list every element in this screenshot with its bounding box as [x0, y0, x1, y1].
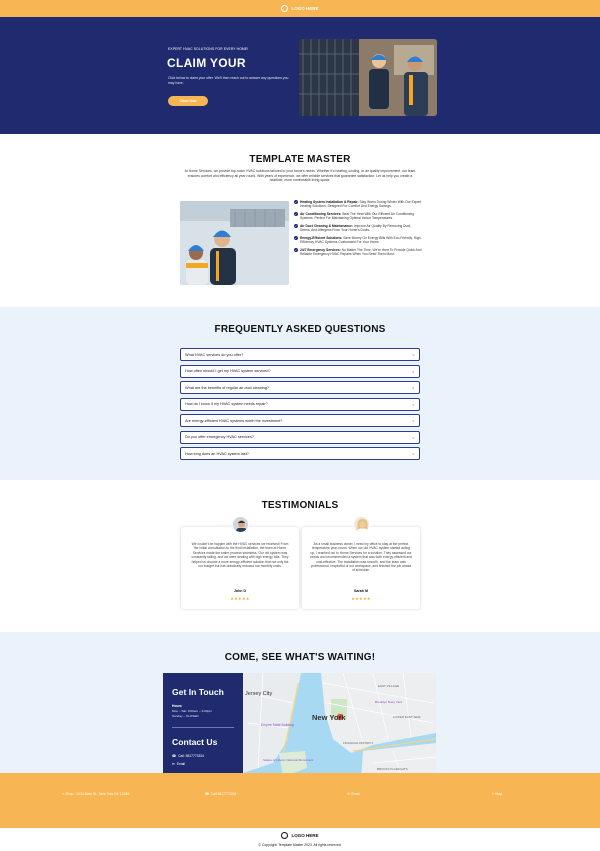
service-text: No Matter The Time, We're Here To Provide Quick And Reliable Emergency HVAC Repairs When You Need Them Most.: [300, 247, 422, 257]
footer-phone[interactable]: [205, 792, 236, 796]
map-label-jersey-city: Jersey City: [245, 691, 273, 697]
copyright-text: Copyright: Template Master 2023. All rights reserved.: [261, 843, 342, 847]
phone-icon: ☎: [172, 754, 177, 758]
faq-item[interactable]: [180, 381, 420, 394]
location-pin-icon: ⌖: [62, 792, 64, 796]
hero-section: [0, 17, 600, 134]
service-item: [294, 224, 422, 233]
faq-question: What HVAC services do you offer?: [185, 352, 244, 357]
contact-us-heading: Contact Us: [172, 737, 218, 747]
check-icon: ✓: [294, 200, 298, 205]
map-label-statue-of-liberty: Statue of Liberty National Monument: [263, 758, 314, 762]
check-icon: ✓: [294, 236, 298, 241]
service-name: Energy-Efficient Solutions:: [300, 235, 343, 240]
service-name: Air Conditioning Services:: [300, 211, 342, 216]
map-label-new-york: New York: [312, 713, 346, 722]
hours-sunday: Sunday – CLOSED: [172, 714, 199, 718]
check-icon: ✓: [294, 212, 298, 217]
intro-description: At Home Services, we provide top-notch HVAC solutions tailored to your home's needs. Whether it's heating, cooling, or air quality improvement, our team ensures comfort and efficiency all year round. With years of experience, we offer reliable services that guarantee satisfaction. Let us help you create a healthier, more comfortable living space.: [184, 169, 416, 183]
hero-eyebrow: EXPERT HVAC SOLUTIONS FOR EVERY HOME!: [168, 47, 249, 51]
service-text: Stay Warm During Winter With Our Expert Heating Solutions, Designed For Comfort And Energy Savings.: [300, 200, 422, 209]
hours-label: Hours: [172, 704, 182, 708]
get-in-touch-heading: Get In Touch: [172, 687, 224, 697]
phone-icon: ☎: [205, 792, 210, 796]
envelope-icon: ✉: [347, 792, 350, 796]
service-name: Heating System Installation & Repair:: [300, 200, 359, 204]
map-label-brooklyn-heights: BROOKLYN HEIGHTS: [377, 767, 408, 771]
testimonial-author: Sarah M: [354, 589, 368, 593]
faq-question: How often should I get my HVAC system serviced?: [185, 369, 271, 373]
contact-panel: [163, 673, 243, 780]
testimonial-card: [302, 527, 420, 609]
testimonial-text: As a small business owner, I need my office to stay at the perfect temperature year-round. When our old HVAC system started acting up, I reached out to Home Services for a solution. They assessed our needs and recommended a system that was both energy-efficient and cost-effective. The installation was smooth, and the team was professional, respectful of our workspace, and finished the job ahead of schedule.: [310, 542, 412, 573]
faq-item[interactable]: [180, 348, 420, 361]
service-item: [294, 200, 422, 209]
star-rating: ★★★★★: [351, 596, 371, 601]
footer-map-text: Map: [495, 792, 503, 796]
map-pin-icon: ⌖: [492, 792, 494, 796]
footer-logo-text: LOGO HERE: [291, 833, 319, 838]
map-label-empire-state: Empire State Building: [261, 723, 294, 727]
copyright-icon: ©: [258, 843, 261, 847]
footer-phone-text: Call 5817773334: [210, 792, 237, 796]
hours-weekdays: Mon – Sat: 9:00am – 6:00pm: [172, 709, 212, 713]
location-map[interactable]: [243, 673, 436, 780]
header-logo-text: LOGO HERE: [291, 6, 319, 11]
footer-bottom: [0, 828, 600, 851]
hero-description: Click below to claim your offer. We'll then reach out to answer any questions you may have.: [168, 76, 289, 85]
avatar: [232, 516, 249, 533]
check-icon: ✓: [294, 224, 298, 229]
star-rating: ★★★★★: [230, 596, 250, 601]
envelope-icon: ✉: [172, 762, 175, 766]
header-logo[interactable]: [281, 5, 318, 12]
faq-section: [0, 307, 600, 480]
copyright: [0, 843, 600, 847]
service-name: Air Duct Cleaning & Maintenance:: [300, 223, 353, 228]
hero-technician-photo: [299, 39, 437, 116]
map-label-east-village: EAST VILLAGE: [378, 684, 400, 688]
service-text: Beat The Heat With Our Efficient Air Conditioning Systems, Perfect For Maintaining Optimal Indoor Temperatures.: [300, 211, 415, 221]
check-icon: ✓: [294, 248, 298, 253]
testimonial-text: We couldn't be happier with the HVAC services we received! From the initial consultation to the final installation, the team at Home Services made the entire process seamless. Our old system was constantly failing, and we were dealing with high energy bills. They helped us choose a more energy-efficient solution that not only fits our budget but has drastically reduced our monthly costs.: [191, 542, 289, 569]
services-photo: [180, 201, 289, 285]
map-label-navy-yard: Brooklyn Navy Yard: [375, 700, 403, 704]
faq-item[interactable]: [180, 414, 420, 427]
testimonial-author: John D: [233, 589, 247, 593]
footer-email[interactable]: [347, 792, 360, 796]
chevron-down-icon: ⌄: [411, 368, 415, 374]
call-label: Call: 5817773334: [178, 754, 204, 758]
footer-map[interactable]: [492, 792, 502, 796]
faq-item[interactable]: [180, 431, 420, 444]
avatar: [353, 516, 370, 533]
faq-question: Do you offer emergency HVAC services?: [185, 435, 254, 439]
footer-logo[interactable]: [0, 832, 600, 839]
service-item: [294, 248, 422, 257]
faq-item[interactable]: [180, 447, 420, 460]
service-name: 24/7 Emergency Services:: [300, 247, 341, 252]
footer-bar: [0, 773, 600, 828]
service-item: [294, 236, 422, 245]
divider: [172, 727, 234, 728]
chevron-down-icon: ⌄: [411, 434, 415, 440]
visit-section: [0, 632, 600, 773]
footer-email-text: Email: [351, 792, 360, 796]
map-label-financial-district: FINANCIAL DISTRICT: [343, 741, 374, 745]
faq-item[interactable]: [180, 398, 420, 411]
chevron-down-icon: ⌄: [411, 384, 415, 390]
chevron-down-icon: ⌄: [411, 450, 415, 456]
faq-question: Are energy-efficient HVAC systems worth the investment?: [185, 418, 283, 423]
visit-title: COME, SEE WHAT'S WAITING!: [224, 652, 376, 663]
service-item: [294, 212, 422, 221]
faq-question: What are the benefits of regular air duct cleaning?: [185, 385, 270, 390]
email-link[interactable]: [172, 762, 185, 766]
faq-question: How do I know if my HVAC system needs repair?: [185, 402, 268, 406]
service-text: Save Money On Energy Bills With Eco-Friendly, High-Efficiency HVAC Systems Customized For Your Home.: [300, 235, 422, 245]
logo-icon: [281, 5, 288, 12]
faq-question: How long does an HVAC system last?: [185, 451, 249, 456]
service-text: Improve Air Quality By Removing Dust, Debris, And Allergens From Your Home's Ducts.: [300, 223, 411, 233]
services-list: [294, 200, 422, 260]
chevron-down-icon: ⌄: [411, 401, 415, 407]
email-label: Email: [176, 762, 186, 766]
chevron-down-icon: ⌄: [411, 417, 415, 423]
faq-title: FREQUENTLY ASKED QUESTIONS: [214, 324, 386, 335]
chevron-down-icon: ⌄: [411, 351, 415, 357]
footer-address-text: Shop : 1234 Main St., New York NY 12345: [65, 792, 130, 796]
footer-address[interactable]: [62, 792, 129, 796]
claim-now-button[interactable]: Claim Now: [168, 96, 208, 106]
map-label-lower-east-side: LOWER EAST SIDE: [393, 715, 421, 719]
testimonials-title: TESTIMONIALS: [261, 500, 339, 511]
logo-icon: [281, 832, 288, 839]
top-bar: [0, 0, 600, 17]
intro-title: TEMPLATE MASTER: [249, 154, 351, 165]
hero-title: CLAIM YOUR: [167, 56, 246, 70]
faq-item[interactable]: [180, 365, 420, 378]
call-link[interactable]: [172, 754, 204, 758]
testimonial-card: [181, 527, 299, 609]
